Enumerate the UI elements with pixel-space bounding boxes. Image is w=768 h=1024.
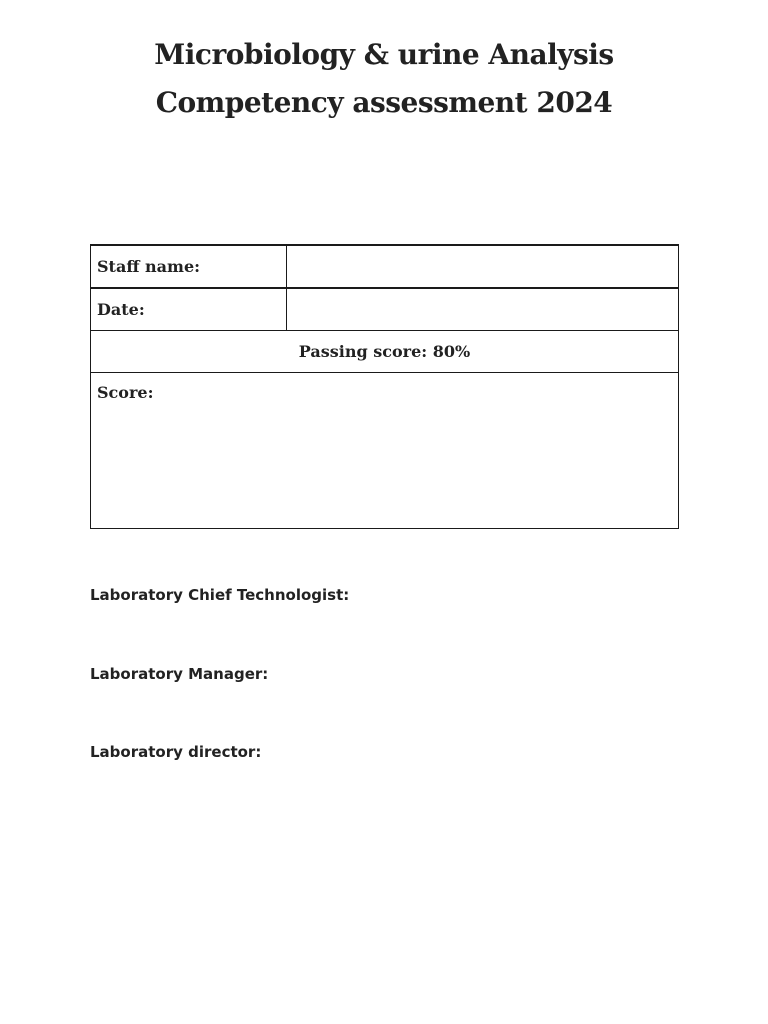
score-row: [91, 372, 679, 528]
document-title-line-2: Competency assessment 2024: [155, 86, 613, 119]
assessment-form-table: [90, 244, 679, 529]
date-row: [91, 288, 679, 330]
passing-score-text: Passing score: 80%: [91, 330, 679, 372]
date-field[interactable]: [287, 288, 679, 330]
manager-signature-label: Laboratory Manager:: [90, 665, 269, 683]
director-signature-label: Laboratory director:: [90, 743, 262, 761]
staff-name-field[interactable]: [287, 245, 679, 288]
score-field[interactable]: Score:: [91, 372, 679, 528]
chief-technologist-signature-label: Laboratory Chief Technologist:: [90, 586, 350, 604]
date-label: Date:: [91, 288, 287, 330]
passing-score-row: [91, 330, 679, 372]
staff-name-label: Staff name:: [91, 245, 287, 288]
staff-name-row: [91, 245, 679, 288]
document-title-line-1: Microbiology & urine Analysis: [154, 38, 614, 71]
